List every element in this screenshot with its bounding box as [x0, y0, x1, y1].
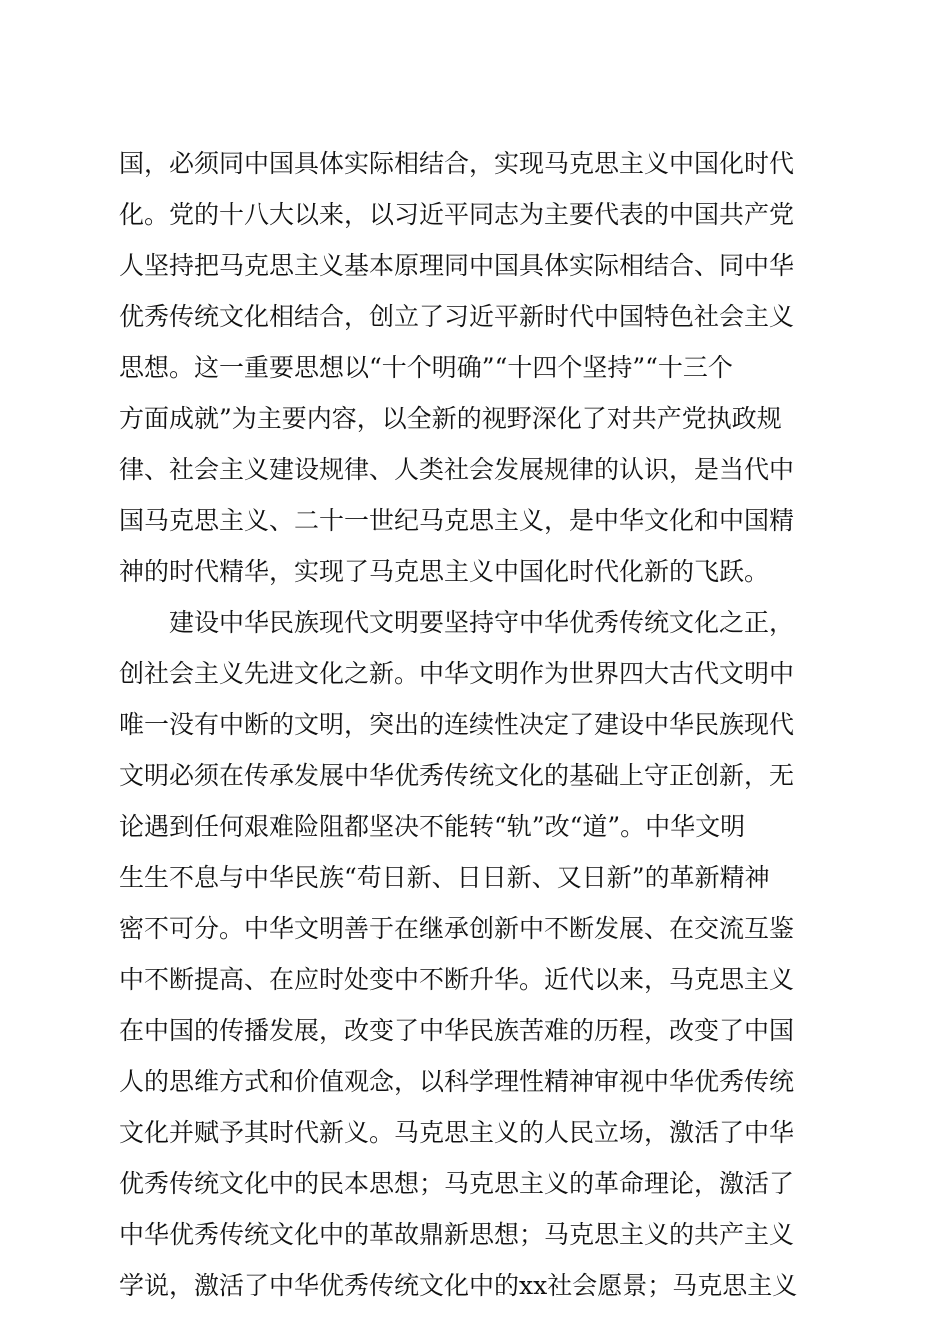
text-line: 中不断提高、在应时处变中不断升华。近代以来，马克思主义	[119, 965, 795, 994]
text-line: 神的时代精华，实现了马克思主义中国化时代化新的飞跃。	[119, 557, 770, 586]
text-line: 思想。这一重要思想以“十个明确”“十四个坚持”“十三个	[119, 353, 733, 382]
text-line: 文化并赋予其时代新义。马克思主义的人民立场，激活了中华	[119, 1118, 795, 1147]
text-line: 学说，激活了中华优秀传统文化中的xx社会愿景；马克思主义	[119, 1271, 798, 1300]
text-line: 方面成就”为主要内容，以全新的视野深化了对共产党执政规	[119, 404, 782, 433]
text-line: 论遇到任何艰难险阻都坚决不能转“轨”改“道”。中华文明	[119, 812, 746, 841]
text-line: 人的思维方式和价值观念，以科学理性精神审视中华优秀传统	[119, 1067, 795, 1096]
text-line: 优秀传统文化中的民本思想；马克思主义的革命理论，激活了	[119, 1169, 795, 1198]
text-line: 密不可分。中华文明善于在继承创新中不断发展、在交流互鉴	[119, 914, 795, 943]
text-line: 文明必须在传承发展中华优秀传统文化的基础上守正创新，无	[119, 761, 795, 790]
text-line: 生生不息与中华民族“苟日新、日日新、又日新”的革新精神	[119, 863, 770, 892]
text-line: 国马克思主义、二十一世纪马克思主义，是中华文化和中国精	[119, 506, 795, 535]
text-line: 化。党的十八大以来，以习近平同志为主要代表的中国共产党	[119, 200, 795, 229]
text-line: 在中国的传播发展，改变了中华民族苦难的历程，改变了中国	[119, 1016, 795, 1045]
body-text	[119, 138, 831, 1311]
paragraph-first-line: 建设中华民族现代文明要坚持守中华优秀传统文化之正，	[169, 608, 795, 637]
text-line: 律、社会主义建设规律、人类社会发展规律的认识，是当代中	[119, 455, 795, 484]
text-line: 人坚持把马克思主义基本原理同中国具体实际相结合、同中华	[119, 251, 795, 280]
text-line: 创社会主义先进文化之新。中华文明作为世界四大古代文明中	[119, 659, 795, 688]
text-line: 中华优秀传统文化中的革故鼎新思想；马克思主义的共产主义	[119, 1220, 795, 1249]
text-line: 优秀传统文化相结合，创立了习近平新时代中国特色社会主义	[119, 302, 795, 331]
text-line: 国，必须同中国具体实际相结合，实现马克思主义中国化时代	[119, 149, 795, 178]
text-line: 唯一没有中断的文明，突出的连续性决定了建设中华民族现代	[119, 710, 795, 739]
